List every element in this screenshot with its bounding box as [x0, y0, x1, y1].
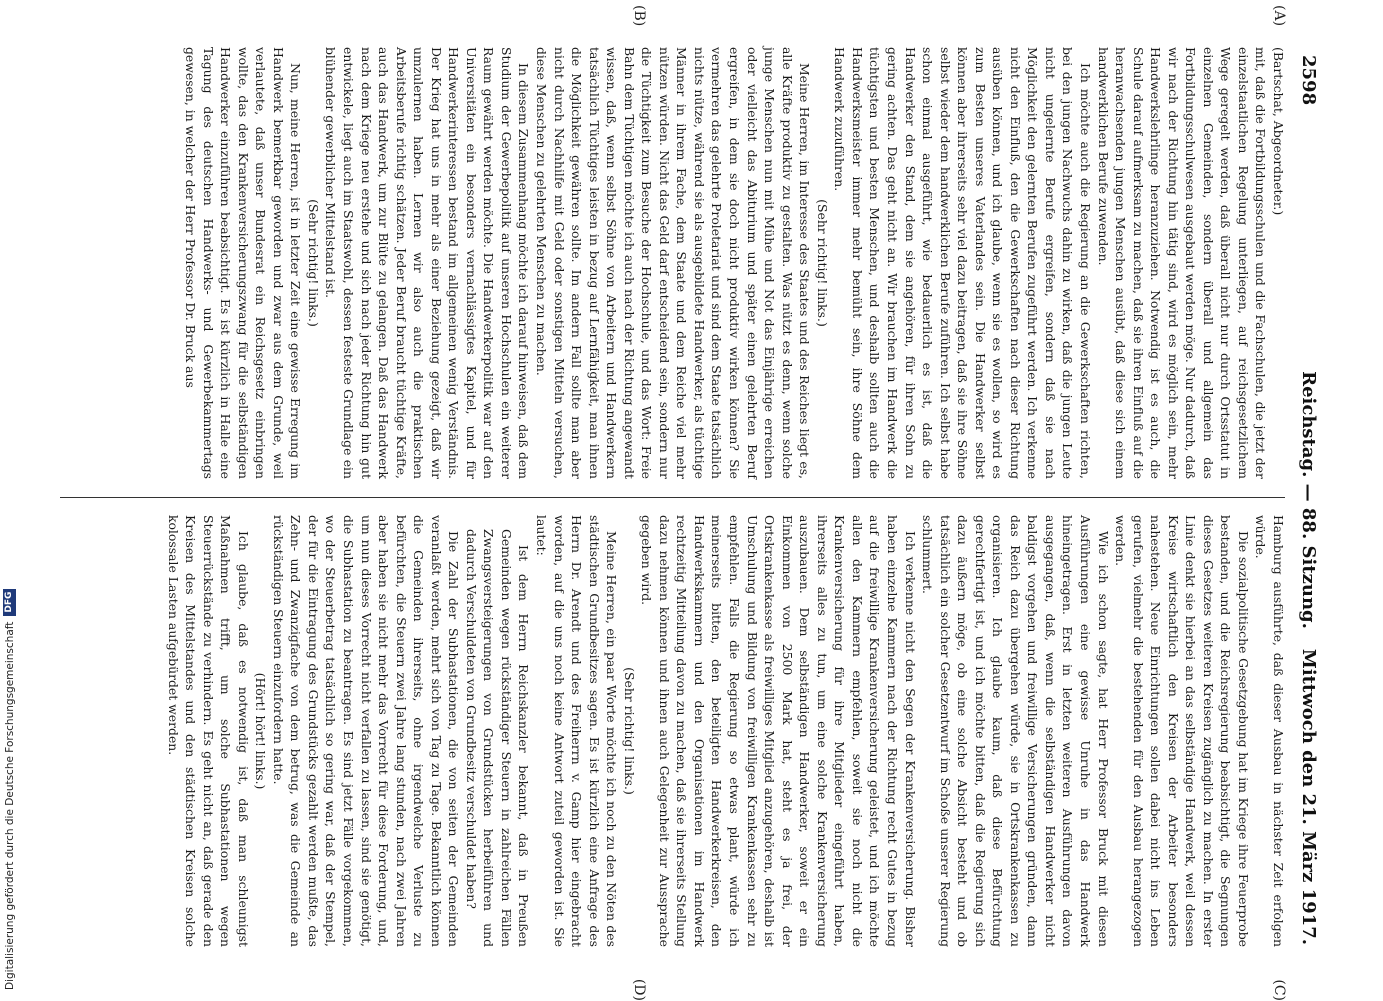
- paragraph: Ich verkenne nicht den Segen der Krankenversicherung. Bisher haben einzelne Kammern nach der Richtung recht Gutes in bezug auf die freiwillige Krankenversicherung geleistet, und ich möchte allen den Kammern empfehlen, soweit sie noch nicht die Krankenversicherung für ihre Mitglieder eingeführt haben, ihrerseits alles zu tun, um eine solche Krankenversicherung auszubauen. Dem selbständigen Handwerker, soweit er ein Einkommen von 2500 Mark hat, steht es ja frei, der Ortskrankenkasse als freiwilliges Mitglied anzugehören, deshalb ist Umschulung und Bildung von freiwilligen Krankenkassen sehr zu empfehlen. Falls die Regierung so etwas plant, würde ich meinerseits bitten, den beteiligten Handwerkerkreisen, den Handwerkskammern und den Organisationen im Handwerk rechtzeitig Mitteilung davon zu machen, daß sie ihrerseits Stellung dazu nehmen können und ihnen auch Gelegenheit zur Aussprache gegeben wird.: [639, 515, 918, 947]
- credit-text: Digitalisierung gefördert durch die Deutsche Forschungsgemeinschaft: [3, 621, 16, 990]
- header-title: Reichstag. — 88. Sitzung.: [1298, 371, 1319, 629]
- margin-mark-b: (B): [631, 5, 647, 27]
- paragraph: Meine Herren, im Interesse des Staates und des Reiches liegt es, alle Kräfte produktiv zu gestalten. Was nützt es denn, wenn solche junge Menschen nun mit Mühe und Not das Einjährige erreichen oder vielleicht das Abiturium und später einen gelehrten Beruf ergreifen, in dem sie doch nicht produktiv wirken können? Sie vermehren das gelehrte Proletariat und sind dem Staate tatsächlich nichts nütze, während sie als ausgebildete Handwerker, als tüchtige Männer in ihrem Fache, dem Staate und dem Reiche viel mehr nützen würden. Nicht das Geld darf entscheidend sein, sondern nur die Tüchtigkeit zum Besuche der Hochschule, und das Wort: Freie Bahn dem Tüchtigen möchte ich auch nach der Richtung angewandt wissen, daß, wenn selbst Söhne von Arbeitern und Handwerkern tatsächlich Tüchtiges leisten in bezug auf Lernfähigkeit, man ihnen die Möglichkeit gewähren sollte. Im andern Fall sollte man aber nicht durch Nachhilfe mit Geld oder sonstigen Mitteln versuchen, diese Menschen zu gelehrten Menschen zu machen.: [534, 47, 813, 479]
- quoted-inquiry: Ist dem Herrn Reichskanzler bekannt, daß in Preußen Gemeinden wegen rückständiger Steuern in zahlreichen Fällen Zwangsversteigerungen von Grundstücken herbeiführen und dadurch Verschuldeten von Grundbesitz verschuldet haben?: [463, 529, 532, 947]
- margin-mark-d: (D): [631, 978, 647, 1001]
- margin-mark-a: (A): [1271, 5, 1287, 27]
- paragraph: Die Zahl der Subhastationen, die von seiten der Gemeinden veranlaßt werden, mehrt sich von Tag zu Tage. Bekanntlich können die Gemeinden ihrerseits, ohne irgendwelche Verluste zu befürchten, die Steuern zwei Jahre lang stunden, nach zwei Jahren aber haben sie nicht mehr das Vorrecht für diese Forderung, und, um nun dieses Vorrecht nicht verfallen zu lassen, sind sie genötigt, die Subhastation zu beantragen. Es sind jetzt Fälle vorgekommen, wo der Steuerbetrag tatsächlich so gering war, daß der Stempel, der für die Eintragung des Grundstücks gezahlt werden mußte, das Zehn- und Zwanzigfache von dem betrug, was die Gemeinde an rückständigen Steuern einzufordern hatte.: [270, 515, 462, 947]
- interjection: (Sehr richtig! links.): [305, 199, 321, 327]
- left-column: [182, 47, 1287, 479]
- interjection: (Sehr richtig! links.): [814, 199, 830, 327]
- running-header: [1291, 45, 1321, 955]
- right-column: [164, 515, 1287, 947]
- paragraph: Hamburg ausführte, daß dieser Ausbau in nächster Zeit erfolgen würde.: [1253, 515, 1286, 947]
- paragraph: Ich möchte auch die Regierung an die Gewerkschaften richten, bei den jungen Nachwuchs dahin zu wirken, daß die jungen Leute nicht ungelernte Berufe ergreifen, sondern daß sie nach Möglichkeit den gelernten Berufen zugeführt werden. Ich verkenne nicht den Einfluß, den die Gewerkschaften nach dieser Richtung ausüben können, und ich glaube, wenn sie es wollen, so wird es zum Besten unseres Vaterlandes sein. Die Handwerker selbst können aber ihrerseits sehr viel dazu beitragen, daß sie ihre Söhne selbst wieder dem handwerklichen Berufe zuführen. Ich selbst habe schon einmal ausgeführt, wie bedauerlich es ist, daß die Handwerker den Stand, dem sie angehören, für ihren Sohn zu gering achten. Das geht nicht an. Wir brauchen im Handwerk die tüchtigsten und besten Menschen, und deshalb sollten auch die Handwerksmeister immer mehr bemüht sein, ihre Söhne dem Handwerk zuzuführen.: [832, 47, 1093, 479]
- header-date: Mittwoch den 21. März 1917.: [1298, 648, 1319, 945]
- document-page: [53, 5, 1321, 1001]
- paragraph: Nun, meine Herren, ist in letzter Zeit eine gewisse Erregung im Handwerk bemerkbar geworden und zwar aus dem Grunde, weil verlautete, daß unser Bundesrat ein Reichsgesetz einbringen wollte, das den Krankenversicherungszwang für die selbständigen Handwerker einzuführen beabsichtigt. Es ist kürzlich in Halle eine Tagung des deutschen Handwerks- und Gewerbekammertags gewesen, in welcher der Herr Professor Dr. Bruck aus: [183, 47, 304, 479]
- margin-mark-c: (C): [1271, 979, 1287, 1001]
- credit-strip: [0, 0, 18, 1000]
- interjection: (Hört! hört! links.): [253, 672, 269, 790]
- paragraph: In diesem Zusammenhang möchte ich darauf hinweisen, daß dem Studium der Gewerbepolitik auf unseren Hochschulen ein weiterer Raum gewährt werden möchte. Die Handwerkerpolitik war auf den Universitäten ein besonders vernachlässigtes Kapitel, und für Handwerkerinteressen bestand im allgemeinen wenig Verständnis. Der Krieg hat uns in mehr als einer Beziehung gezeigt, daß wir umzulernen haben. Lernen wir also auch die praktischen Arbeitsberufe richtig schätzen. Jeder Beruf braucht tüchtige Kräfte, auch das Handwerk, um zur Blüte zu gelangen. Daß das Handwerk nach dem Kriege neu erstehe und sich nach jeder Richtung hin gut entwickele, liegt auch im Staatswohl, dessen festeste Grundlage ein blühender gewerblicher Mittelstand ist.: [323, 47, 532, 479]
- paragraph: Die sozialpolitische Gesetzgebung hat im Kriege ihre Feuerprobe bestanden, und die Reichsregierung beabsichtigt, die Segnungen dieses Gesetzes weiteren Kreisen zugänglich zu machen. In erster Linie denkt sie hierbei an das selbständige Handwerk, weil dessen Kreise wirtschaftlich den Kreisen der Arbeiter besonders nahestehen. Neue Einrichtungen sollen dabei nicht ins Leben gerufen, vielmehr die bestehenden für den Ausbau herangezogen werden.: [1113, 515, 1251, 947]
- column-divider: [60, 497, 1285, 498]
- paragraph: mit, daß die Fortbildungsschulen und die Fachschulen, die jetzt der einzelstaatlichen Regelung unterliegen, auf reichsgesetzlichem Wege geregelt werden, daß überall nicht nur durch Ortsstatut in einzelnen Gemeinden, sondern überall und allgemein das Fortbildungsschulwesen ausgebaut werden möge. Nur dadurch, daß wir nach der Richtung hin tätig sind, wird es möglich sein, mehr Handwerkslehrlinge heranzuziehen. Notwendig ist es auch, die Schule darauf aufmerksam zu machen, daß sie ihren Einfluß auf die heranwachsenden jungen Menschen ausübt, daß diese sich einem handwerklichen Berufe zuwenden.: [1095, 47, 1269, 479]
- page-number: 2598: [1298, 55, 1319, 106]
- dfg-logo: DFG: [3, 589, 16, 616]
- paragraph: Meine Herren, ein paar Worte möchte ich noch zu den Nöten des städtischen Grundbesitzes sagen. Es ist kürzlich eine Anfrage des Herrn Dr. Arendt und des Freiherrn v. Gamp hier eingebracht worden, auf die uns noch keine Antwort zuteil geworden ist. Sie lautet:: [534, 515, 620, 947]
- digitization-credit: [3, 0, 21, 998]
- paragraph: Ich glaube, daß es notwendig ist, daß man schleunigst Maßnahmen trifft, um solche Subhastationen wegen Steuerrückstände zu verhindern. Es geht nicht an, daß gerade den Kreisen des Mittelstandes und den städtischen Kreisen solche kolossale Lasten aufgebürdet werden.: [165, 515, 251, 947]
- paragraph: Wie ich schon sagte, hat Herr Professor Bruck mit diesen Ausführungen eine gewisse Unruhe in das Handwerk hineingetragen. Erst in letzten weiteren Ausführungen davon ausgegangen, daß, wenn die selbständigen Handwerker nicht baldigst vorgehen und freiwillige Versicherungen gründen, dann das Reich dazu übergehen würde, sie in Ortskrankenkassen zu organisieren. Ich glaube kaum, daß diese Befürchtung gerechtfertigt ist, und ich möchte bitten, daß die Regierung sich dazu äußern möge, ob eine solche Absicht besteht und ob tatsächlich ein solcher Gesetzentwurf im Schoße unserer Regierung schlummert.: [920, 515, 1111, 947]
- interjection: (Sehr richtig! links.): [621, 667, 637, 795]
- speaker-line: (Bartschat, Abgeordneter.): [1271, 47, 1286, 216]
